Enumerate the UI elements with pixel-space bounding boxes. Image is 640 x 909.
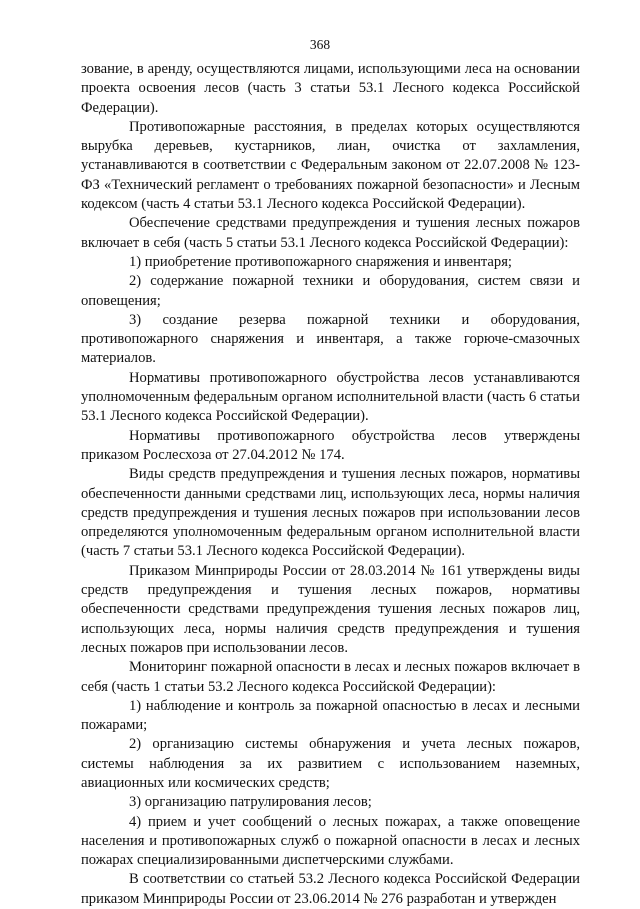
list-item: 4) прием и учет сообщений о лесных пожарах, а также оповещение населения и противопожарных служб о пожарной опасности в лесах и лесных пожарах специализированными диспетчерскими службами. xyxy=(81,813,580,869)
list-item: 2) организацию системы обнаружения и учета лесных пожаров, системы наблюдения за их развитием с использованием наземных, авиационных или космических средств; xyxy=(81,736,580,791)
paragraph: Виды средств предупреждения и тушения лесных пожаров, нормативы обеспеченности данными средствами лиц, использующих леса, нормы наличия средств предупреждения и тушения лесных пожаров при использовании лесов определяются уполномоченным федеральным органом исполнительной власти (часть 7 статьи 53.1 Лесного кодекса Российской Федерации). xyxy=(81,466,580,560)
paragraph: Обеспечение средствами предупреждения и тушения лесных пожаров включает в себя (часть 5 статьи 53.1 Лесного кодекса Российской Федерации): xyxy=(81,215,580,251)
paragraph: В соответствии со статьей 53.2 Лесного кодекса Российской Федерации приказом Минприроды России от 23.06.2014 № 276 разработан и утвержден xyxy=(81,871,580,907)
paragraph: Противопожарные расстояния, в пределах которых осуществляются вырубка деревьев, кустарников, лиан, очистка от захламления, устанавливаются в соответствии с Федеральным законом от 22.07.2008 № 123-ФЗ «Технический регламент о требованиях пожарной безопасности» и Лесным кодексом (часть 4 статьи 53.1 Лесного кодекса Российской Федерации). xyxy=(81,118,580,213)
list-item: 1) наблюдение и контроль за пожарной опасностью в лесах и лесными пожарами; xyxy=(81,697,580,734)
paragraph: Приказом Минприроды России от 28.03.2014 № 161 утверждены виды средств предупреждения и тушения лесных пожаров, нормативы обеспеченности средствами предупреждения тушения лесных пожаров лиц, использующих леса, нормы наличия средств предупреждения и тушения лесных пожаров при использовании лесов. xyxy=(81,562,580,656)
list-item: 2) содержание пожарной техники и оборудования, систем связи и оповещения; xyxy=(81,273,580,309)
paragraph: Нормативы противопожарного обустройства лесов утверждены приказом Рослесхоза от 27.04.2012 № 174. xyxy=(81,427,580,463)
list-item: 3) организацию патрулирования лесов; xyxy=(129,794,372,811)
list-item: 1) приобретение противопожарного снаряжения и инвентаря; xyxy=(129,253,512,270)
list-item: 3) создание резерва пожарной техники и оборудования, противопожарного снаряжения и инвентаря, а также горюче-смазочных материалов. xyxy=(81,311,580,367)
page-number: 368 xyxy=(309,37,331,52)
paragraph: Нормативы противопожарного обустройства лесов устанавливаются уполномоченным федеральным органом исполнительной власти (часть 6 статьи 53.1 Лесного кодекса Российской Федерации). xyxy=(81,369,580,425)
paragraph: зование, в аренду, осуществляются лицами, использующими леса на основании проекта освоения лесов (часть 3 статьи 53.1 Лесного кодекса Российской Федерации). xyxy=(81,61,580,116)
paragraph: Мониторинг пожарной опасности в лесах и лесных пожаров включает в себя (часть 1 статьи 53.2 Лесного кодекса Российской Федерации): xyxy=(81,659,580,695)
document-body xyxy=(81,60,580,909)
